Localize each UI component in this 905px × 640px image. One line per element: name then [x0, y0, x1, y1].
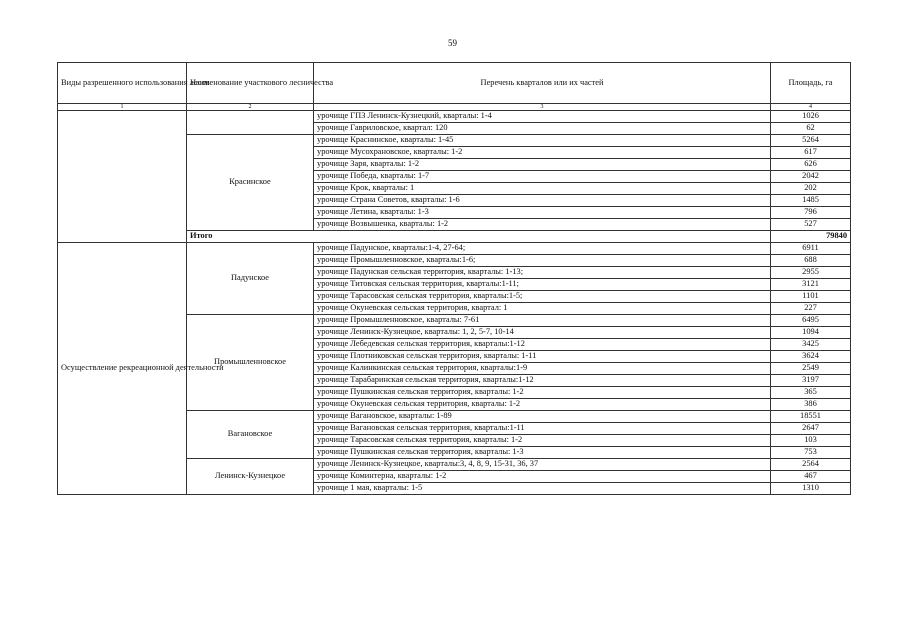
area-cell: 2042	[771, 171, 851, 183]
quarters-cell: урочище Летина, кварталы: 1-3	[314, 207, 771, 219]
area-cell: 6911	[771, 243, 851, 255]
area-cell: 2549	[771, 363, 851, 375]
quarters-cell: урочище Коминтерна, кварталы: 1-2	[314, 471, 771, 483]
area-cell: 3197	[771, 375, 851, 387]
table-row	[58, 111, 851, 123]
quarters-cell: урочище Победа, кварталы: 1-7	[314, 171, 771, 183]
forest-use-table	[57, 62, 851, 495]
area-cell: 386	[771, 399, 851, 411]
area-cell: 3425	[771, 339, 851, 351]
total-label: Итого	[187, 231, 771, 243]
quarters-cell: урочище Тарасовская сельская территория, кварталы: 1-2	[314, 435, 771, 447]
area-cell: 6495	[771, 315, 851, 327]
forestry-name: Падунское	[187, 243, 314, 315]
area-cell: 62	[771, 123, 851, 135]
area-cell: 1310	[771, 483, 851, 495]
area-cell: 103	[771, 435, 851, 447]
area-cell: 202	[771, 183, 851, 195]
quarters-cell: урочище Краснинское, кварталы: 1-45	[314, 135, 771, 147]
area-cell: 227	[771, 303, 851, 315]
quarters-cell: урочище Страна Советов, кварталы: 1-6	[314, 195, 771, 207]
area-cell: 365	[771, 387, 851, 399]
header-forestry: Наименование участкового лесничества	[187, 63, 314, 104]
area-cell: 2955	[771, 267, 851, 279]
quarters-cell: урочище ГПЗ Ленинск-Кузнецкий, кварталы: 1-4	[314, 111, 771, 123]
quarters-cell: урочище Мусохрановское, кварталы: 1-2	[314, 147, 771, 159]
quarters-cell: урочище Лебедевская сельская территория, кварталы:1-12	[314, 339, 771, 351]
quarters-cell: урочище Промышленновское, кварталы: 7-61	[314, 315, 771, 327]
header-use-type: Виды разрешенного использования лесов	[58, 63, 187, 104]
area-cell: 1485	[771, 195, 851, 207]
area-cell: 1094	[771, 327, 851, 339]
quarters-cell: урочище Пушкинская сельская территория, кварталы: 1-3	[314, 447, 771, 459]
table-row	[58, 243, 851, 255]
area-cell: 18551	[771, 411, 851, 423]
quarters-cell: урочище Гавриловское, квартал: 120	[314, 123, 771, 135]
area-cell: 626	[771, 159, 851, 171]
quarters-cell: урочище Вагановская сельская территория, кварталы:1-11	[314, 423, 771, 435]
quarters-cell: урочище Калинкинская сельская территория, кварталы:1-9	[314, 363, 771, 375]
area-cell: 2564	[771, 459, 851, 471]
quarters-cell: урочище Вагановское, кварталы: 1-89	[314, 411, 771, 423]
total-area: 79840	[771, 231, 851, 243]
header-quarters: Перечень кварталов или их частей	[314, 63, 771, 104]
area-cell: 617	[771, 147, 851, 159]
page-number: 59	[448, 38, 457, 48]
quarters-cell: урочище Падунское, кварталы:1-4, 27-64;	[314, 243, 771, 255]
column-index: 4	[771, 104, 851, 111]
area-cell: 467	[771, 471, 851, 483]
forestry-name: Промышленновское	[187, 315, 314, 411]
quarters-cell: урочище Промышленновское, кварталы:1-6;	[314, 255, 771, 267]
forestry-name: Вагановское	[187, 411, 314, 459]
area-cell: 1101	[771, 291, 851, 303]
area-cell: 2647	[771, 423, 851, 435]
quarters-cell: урочище Пушкинская сельская территория, кварталы: 1-2	[314, 387, 771, 399]
quarters-cell: урочище Ленинск-Кузнецкое, кварталы:3, 4, 8, 9, 15-31, 36, 37	[314, 459, 771, 471]
quarters-cell: урочище Тарабаринская сельская территория, кварталы:1-12	[314, 375, 771, 387]
area-cell: 688	[771, 255, 851, 267]
use-type-cell-empty	[58, 111, 187, 243]
forestry-cell-empty	[187, 111, 314, 135]
area-cell: 1026	[771, 111, 851, 123]
header-area: Площадь, га	[771, 63, 851, 104]
quarters-cell: урочище Тарасовская сельская территория, кварталы:1-5;	[314, 291, 771, 303]
quarters-cell: урочище Заря, кварталы: 1-2	[314, 159, 771, 171]
column-index: 3	[314, 104, 771, 111]
quarters-cell: урочище 1 мая, кварталы: 1-5	[314, 483, 771, 495]
area-cell: 3624	[771, 351, 851, 363]
area-cell: 527	[771, 219, 851, 231]
quarters-cell: урочище Окуневская сельская территория, квартал: 1	[314, 303, 771, 315]
use-type-name: Осуществление рекреационной деятельности	[58, 243, 187, 495]
column-index-row	[58, 104, 851, 111]
header-row	[58, 63, 851, 104]
area-cell: 796	[771, 207, 851, 219]
column-index: 2	[187, 104, 314, 111]
quarters-cell: урочище Титовская сельская территория, кварталы:1-11;	[314, 279, 771, 291]
forestry-name: Красинское	[187, 135, 314, 231]
area-cell: 5264	[771, 135, 851, 147]
quarters-cell: урочище Крок, кварталы: 1	[314, 183, 771, 195]
quarters-cell: урочище Ленинск-Кузнецкое, кварталы: 1, 2, 5-7, 10-14	[314, 327, 771, 339]
area-cell: 753	[771, 447, 851, 459]
forestry-name: Ленинск-Кузнецкое	[187, 459, 314, 495]
quarters-cell: урочище Окуневская сельская территория, кварталы: 1-2	[314, 399, 771, 411]
quarters-cell: урочище Падунская сельская территория, кварталы: 1-13;	[314, 267, 771, 279]
column-index: 1	[58, 104, 187, 111]
quarters-cell: урочище Возвышенка, кварталы: 1-2	[314, 219, 771, 231]
quarters-cell: урочище Плотниковская сельская территория, кварталы: 1-11	[314, 351, 771, 363]
area-cell: 3121	[771, 279, 851, 291]
